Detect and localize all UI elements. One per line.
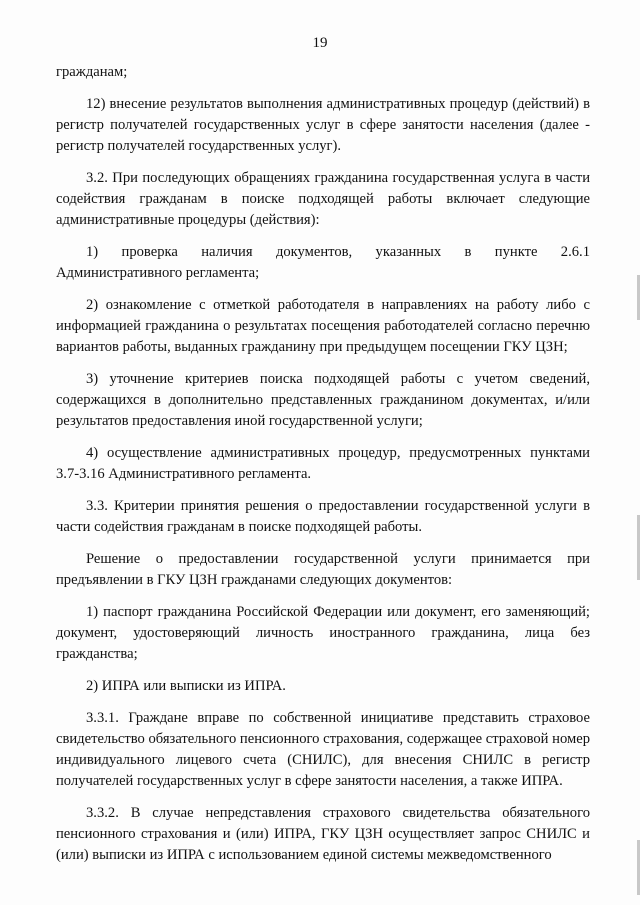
paragraph-3-2-item-1: 1) проверка наличия документов, указанных в пункте 2.6.1	[86, 244, 590, 260]
paragraph-3-3: 3.3. Критерии принятия решения о предоставлении государственной услуги в части содействия гражданам в поиске подходящей работы.	[56, 498, 590, 535]
paragraph-document-2: 2) ИПРА или выписки из ИПРА.	[86, 678, 286, 694]
paragraph-3-2: 3.2. При последующих обращениях гражданина государственная услуга в части содействия гражданам в поиске подходящей работы включает следующие административные процедуры (действия):	[56, 170, 590, 228]
paragraph-3-2-item-1-tail: Административного регламента;	[56, 265, 260, 281]
paragraph-3-2-item-4: 4) осуществление административных процедур, предусмотренных пунктами 3.7-3.16 Административного регламента.	[56, 445, 590, 482]
paragraph-item-12: 12) внесение результатов выполнения административных процедур (действий) в регистр получателей государственных услуг в сфере занятости населения (далее - регистр получателей государственных услуг).	[56, 96, 590, 154]
paragraph-continuation: гражданам;	[56, 64, 128, 80]
paragraph-decision: Решение о предоставлении государственной услуги принимается при предъявлении в ГКУ ЦЗН гражданами следующих документов:	[56, 551, 590, 588]
paragraph-document-1: 1) паспорт гражданина Российской Федерации или документ, его заменяющий; документ, удостоверяющий личность иностранного гражданина, лица без гражданства;	[56, 604, 590, 662]
paragraph-3-3-2: 3.3.2. В случае непредставления страхового свидетельства обязательного пенсионного страхования и (или) ИПРА, ГКУ ЦЗН осуществляет запрос СНИЛС и (или) выписки из ИПРА с использованием единой системы межведомственного	[56, 805, 590, 863]
paragraph-3-2-item-3: 3) уточнение критериев поиска подходящей работы с учетом сведений, содержащихся в дополнительно представленных гражданином документах, и/или результатов предоставления иной государственной услуги;	[56, 371, 590, 429]
paragraph-3-2-item-2: 2) ознакомление с отметкой работодателя в направлениях на работу либо с информацией гражданина о результатах посещения работодателей согласно перечню вариантов работы, выданных гражданину при предыдущем посещении ГКУ ЦЗН;	[56, 297, 590, 355]
paragraph-3-3-1: 3.3.1. Граждане вправе по собственной инициативе представить страховое свидетельство обязательного пенсионного страхования, содержащее страховой номер индивидуального лицевого счета (СНИЛС), для внесения СНИЛС в регистр получателей государственных услуг в сфере занятости населения, а также ИПРА.	[56, 710, 590, 789]
document-body	[56, 62, 590, 877]
page-number: 19	[312, 35, 328, 51]
